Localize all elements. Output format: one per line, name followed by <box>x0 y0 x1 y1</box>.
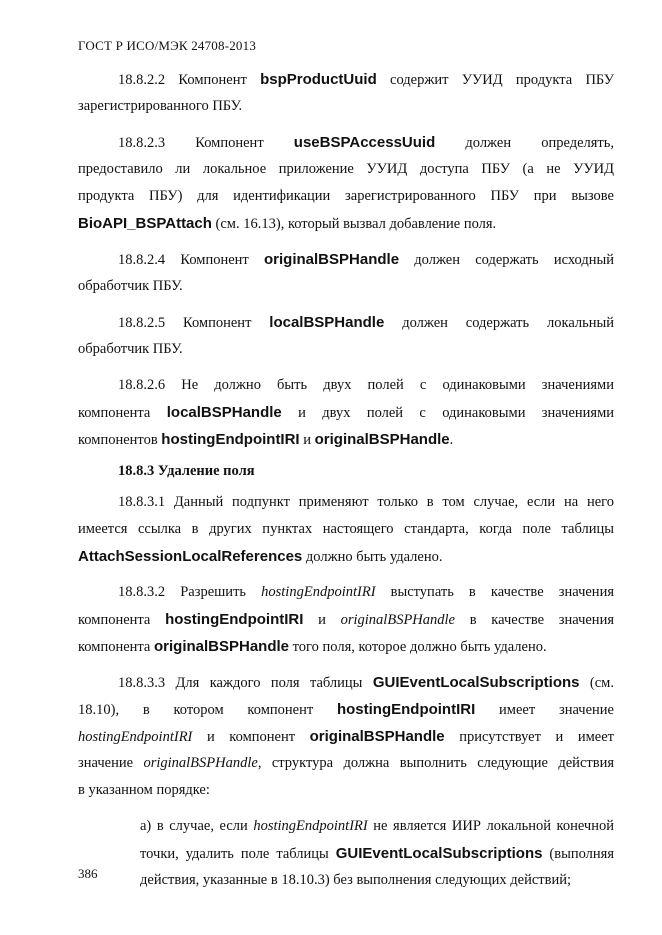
text-run: должен содержать локальный <box>384 315 614 331</box>
text-run: компонента <box>78 639 154 655</box>
text-run: а) в случае, если <box>140 818 254 834</box>
text-line <box>78 867 614 894</box>
text-run: точки, удалить поле таблицы <box>140 846 336 862</box>
text-line <box>78 156 614 183</box>
text-run: 18.8.2.3 Компонент <box>118 135 294 151</box>
code-term: BioAPI_BSPAttach <box>78 215 212 232</box>
code-term: GUIEventLocalSubscriptions <box>372 674 580 691</box>
text-line <box>78 93 614 120</box>
italic-term: originalBSPHandle <box>340 612 455 628</box>
text-run: 18.8.3.3 Для каждого поля таблицы <box>118 675 373 691</box>
text-run: 18.10), в котором компонент <box>78 702 337 718</box>
text-line <box>78 246 614 273</box>
text-line <box>78 750 614 777</box>
text-run: (см. 16.13), который вызвал добавление поля. <box>211 216 497 232</box>
text-line <box>78 426 614 453</box>
italic-term: originalBSPHandle <box>143 755 258 771</box>
section-heading <box>78 453 614 489</box>
text-line <box>78 669 614 696</box>
text-run: 18.8.3.2 Разрешить <box>118 584 262 600</box>
italic-term: hostingEndpointIRI <box>78 729 193 745</box>
code-term: GUIEventLocalSubscriptions <box>335 845 543 862</box>
text-line <box>78 606 614 633</box>
paragraph-gap <box>78 804 614 813</box>
code-term: AttachSessionLocalReferences <box>78 548 303 565</box>
text-run: зарегистрированного ПБУ. <box>78 98 243 114</box>
text-run: должно быть удалено. <box>302 549 443 565</box>
text-run: 18.8.3.1 Данный подпункт применяют только в том случае, если на него <box>118 494 614 510</box>
text-line <box>78 777 614 804</box>
text-run: содержит УУИД продукта ПБУ <box>376 72 614 88</box>
text-run: и двух полей с одинаковыми значениями <box>281 405 614 421</box>
text-run: имеет значение <box>475 702 614 718</box>
text-run: продукта ПБУ) для идентификации зарегистрированного ПБУ при вызове <box>78 188 614 204</box>
italic-term: hostingEndpointIRI <box>261 584 376 600</box>
code-term: hostingEndpointIRI <box>165 611 304 628</box>
code-term: originalBSPHandle <box>154 638 290 655</box>
text-run: . <box>449 432 454 448</box>
text-run: (выполняя <box>542 846 614 862</box>
text-run: присутствует и имеет <box>444 729 614 745</box>
text-run: компонента <box>78 612 166 628</box>
text-run: (см. <box>579 675 614 691</box>
code-term: originalBSPHandle <box>309 728 445 745</box>
text-run: предоставило ли локальное приложение УУИД доступа ПБУ (а не УУИД <box>78 161 614 177</box>
text-line <box>78 66 614 93</box>
code-term: hostingEndpointIRI <box>161 431 300 448</box>
text-run: 18.8.3 Удаление поля <box>118 463 255 479</box>
text-run: должен содержать исходный <box>399 252 614 268</box>
code-term: localBSPHandle <box>269 314 385 331</box>
text-line <box>78 273 614 300</box>
text-run: не является ИИР локальной конечной <box>367 818 614 834</box>
text-line <box>78 840 614 867</box>
text-line <box>78 813 614 840</box>
code-term: useBSPAccessUuid <box>293 134 436 151</box>
text-run: и <box>299 432 315 448</box>
text-run: в качестве значения <box>455 612 614 628</box>
text-line <box>78 696 614 723</box>
text-run: имеется ссылка в других пунктах настоящего стандарта, когда поле таблицы <box>78 521 614 537</box>
paragraph-gap <box>78 237 614 246</box>
text-run: и компонент <box>192 729 310 745</box>
text-line <box>78 579 614 606</box>
text-run: обработчик ПБУ. <box>78 278 183 294</box>
code-term: bspProductUuid <box>260 71 377 88</box>
text-line <box>78 399 614 426</box>
text-line <box>78 723 614 750</box>
text-run: , структура должна выполнить следующие действия <box>257 755 614 771</box>
text-line <box>78 336 614 363</box>
paragraph-gap <box>78 363 614 372</box>
paragraph-gap <box>78 570 614 579</box>
text-run: 18.8.2.5 Компонент <box>118 315 270 331</box>
text-line <box>78 309 614 336</box>
code-term: hostingEndpointIRI <box>336 701 476 718</box>
text-run: в указанном порядке: <box>78 782 210 798</box>
paragraph-gap <box>78 660 614 669</box>
paragraph-gap <box>78 120 614 129</box>
text-line <box>78 129 614 156</box>
text-run: действия, указанные в 18.10.3) без выполнения следующих действий; <box>140 872 572 888</box>
page-number: 386 <box>78 866 98 881</box>
text-run: компонента <box>78 405 167 421</box>
text-line <box>78 489 614 516</box>
text-run: компонентов <box>78 432 162 448</box>
text-line <box>78 372 614 399</box>
text-run: и <box>303 612 341 628</box>
text-run: 18.8.2.2 Компонент <box>118 72 261 88</box>
text-line <box>78 210 614 237</box>
text-run: 18.8.2.6 Не должно быть двух полей с одинаковыми значениями <box>118 377 614 393</box>
italic-term: hostingEndpointIRI <box>253 818 368 834</box>
text-line <box>78 543 614 570</box>
code-term: originalBSPHandle <box>264 251 400 268</box>
text-line <box>78 183 614 210</box>
text-line <box>78 516 614 543</box>
text-run: того поля, которое должно быть удалено. <box>289 639 547 655</box>
text-run: выступать в качестве значения <box>375 584 614 600</box>
text-line <box>78 633 614 660</box>
text-run: значение <box>78 755 144 771</box>
document-body <box>78 66 614 894</box>
code-term: originalBSPHandle <box>314 431 450 448</box>
text-run: обработчик ПБУ. <box>78 341 183 357</box>
code-term: localBSPHandle <box>166 404 282 421</box>
page-header: ГОСТ Р ИСО/МЭК 24708-2013 <box>78 38 257 53</box>
text-run: 18.8.2.4 Компонент <box>118 252 265 268</box>
paragraph-gap <box>78 300 614 309</box>
text-run: должен определять, <box>435 135 614 151</box>
